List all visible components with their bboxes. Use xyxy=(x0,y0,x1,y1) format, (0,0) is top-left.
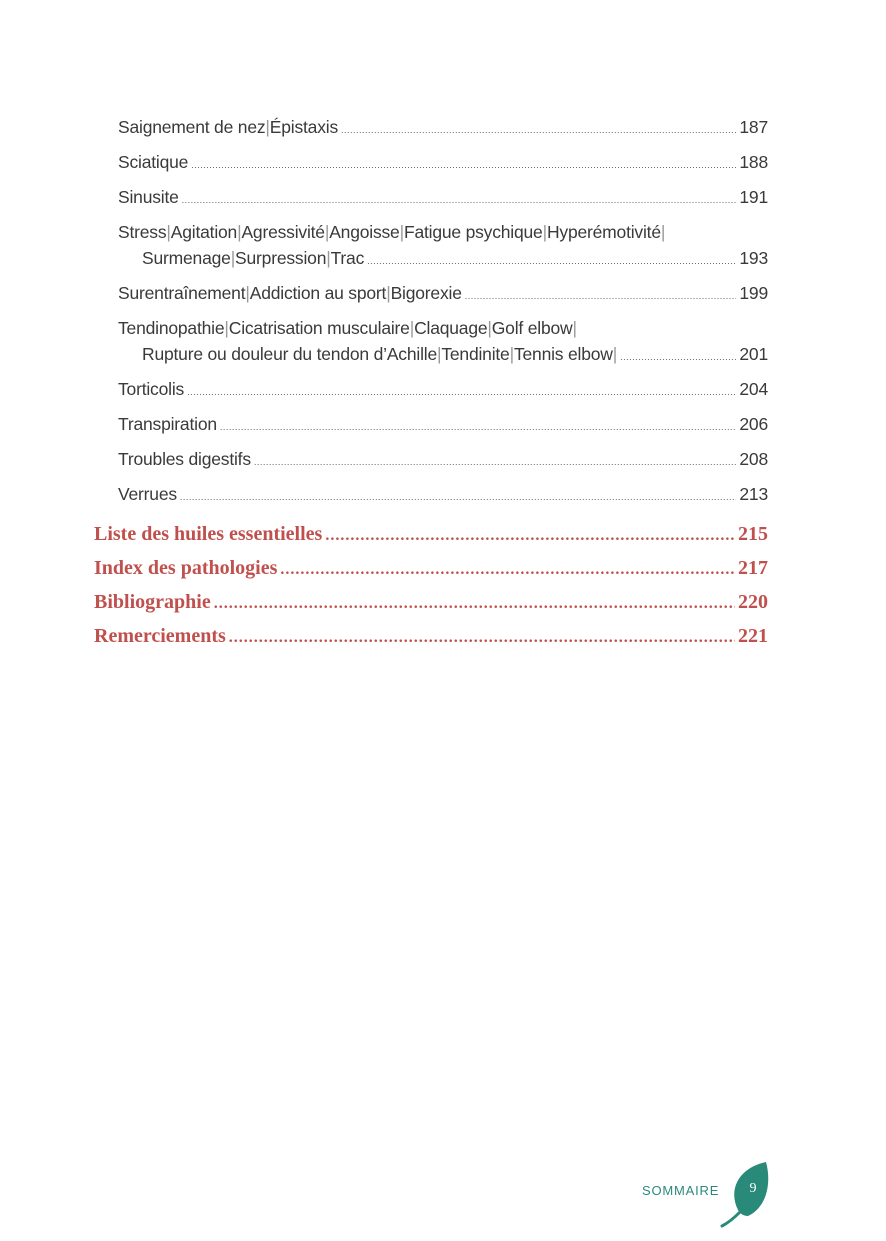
page-number: 201 xyxy=(739,344,768,364)
section-title: Remerciements xyxy=(94,625,226,647)
dot-leader xyxy=(367,248,736,274)
entry-title: Transpiration xyxy=(118,414,217,434)
entry-title: Torticolis xyxy=(118,379,185,399)
footer-label: SOMMAIRE xyxy=(642,1183,720,1198)
entry-alias: Surpression xyxy=(235,248,327,268)
page-number: 213 xyxy=(739,484,768,504)
footer-page-number: 9 xyxy=(749,1181,757,1196)
page-number: 220 xyxy=(738,591,768,613)
dot-leader xyxy=(620,344,736,370)
dot-leader xyxy=(214,588,735,620)
page-number: 217 xyxy=(738,557,768,579)
entry-title: Verrues xyxy=(118,484,177,504)
entry-title: Stress xyxy=(118,222,167,242)
page-number: 193 xyxy=(739,248,768,268)
toc-entry-saignement[interactable]: Saignement de nez|Épistaxis ..... 187 xyxy=(118,114,768,143)
section-index-pathologies[interactable] xyxy=(94,552,768,586)
entry-alias: Fatigue psychique xyxy=(403,222,543,242)
entry-title: Saignement de nez xyxy=(118,117,266,137)
toc-entry-stress[interactable]: Stress|Agitation|Agressivité|Angoisse|Fatigue psychique|Hyperémotivité| Surmenage|Surpression|Trac ..... 193 xyxy=(118,219,768,274)
entry-alias: Claquage xyxy=(414,318,488,338)
page-number: 188 xyxy=(739,152,768,172)
section-title: Bibliographie xyxy=(94,591,211,613)
dot-leader xyxy=(254,449,736,475)
section-title: Liste des huiles essentielles xyxy=(94,523,323,545)
dot-leader xyxy=(229,622,735,654)
entry-title: Surentraînement xyxy=(118,283,246,303)
entry-alias: Épistaxis xyxy=(269,117,338,137)
entry-alias: Angoisse xyxy=(329,222,400,242)
dot-leader xyxy=(341,117,736,143)
entry-alias: Bigorexie xyxy=(390,283,462,303)
dot-leader xyxy=(465,283,737,309)
entry-alias: Agitation xyxy=(170,222,238,242)
entry-title: Tendinopathie xyxy=(118,318,225,338)
dot-leader xyxy=(325,520,735,552)
toc-entry-sciatique[interactable] xyxy=(118,149,768,178)
page-number: 206 xyxy=(739,414,768,434)
entry-alias: Trac xyxy=(330,248,365,268)
dot-leader xyxy=(220,414,737,440)
entry-title: Sinusite xyxy=(118,187,179,207)
toc-entry-verrues[interactable] xyxy=(118,481,768,510)
page-number: 221 xyxy=(738,625,768,647)
dot-leader xyxy=(182,187,737,213)
toc-entry-sinusite[interactable] xyxy=(118,184,768,213)
dot-leader xyxy=(187,379,736,405)
entry-title: Troubles digestifs xyxy=(118,449,251,469)
toc-subentries xyxy=(118,114,768,516)
page-footer xyxy=(630,1160,780,1230)
section-bibliographie[interactable] xyxy=(94,586,768,620)
page-number: 187 xyxy=(739,117,768,137)
entry-alias: Tendinite xyxy=(441,344,510,364)
dot-leader xyxy=(280,554,735,586)
entry-alias: Addiction au sport xyxy=(249,283,387,303)
section-remerciements[interactable] xyxy=(94,620,768,654)
page-number: 204 xyxy=(739,379,768,399)
entry-title: Sciatique xyxy=(118,152,189,172)
page-number: 215 xyxy=(738,523,768,545)
entry-alias: Hyperémotivité xyxy=(546,222,661,242)
page-number: 199 xyxy=(739,283,768,303)
entry-alias: Cicatrisation musculaire xyxy=(228,318,410,338)
entry-alias: Tennis elbow xyxy=(513,344,613,364)
toc-entry-tendinopathie[interactable]: Tendinopathie|Cicatrisation musculaire|Claquage|Golf elbow| Rupture ou douleur du tendon d’Achille|Tendinite|Tennis elbow| ..... 201 xyxy=(118,315,768,370)
section-title: Index des pathologies xyxy=(94,557,278,579)
page-number: 191 xyxy=(739,187,768,207)
page-number: 208 xyxy=(739,449,768,469)
toc-entry-surentrainement[interactable]: Surentraînement|Addiction au sport|Bigorexie ..... 199 xyxy=(118,280,768,309)
section-liste-huiles[interactable] xyxy=(94,518,768,552)
toc-main-sections xyxy=(94,518,768,654)
entry-alias: Rupture ou douleur du tendon d’Achille xyxy=(142,344,437,364)
entry-alias: Surmenage xyxy=(142,248,231,268)
toc-entry-torticolis[interactable] xyxy=(118,376,768,405)
dot-leader xyxy=(180,484,736,510)
toc-entry-transpiration[interactable] xyxy=(118,411,768,440)
dot-leader xyxy=(191,152,736,178)
entry-alias: Agressivité xyxy=(241,222,325,242)
entry-alias: Golf elbow xyxy=(491,318,573,338)
toc-entry-troubles-digestifs[interactable] xyxy=(118,446,768,475)
